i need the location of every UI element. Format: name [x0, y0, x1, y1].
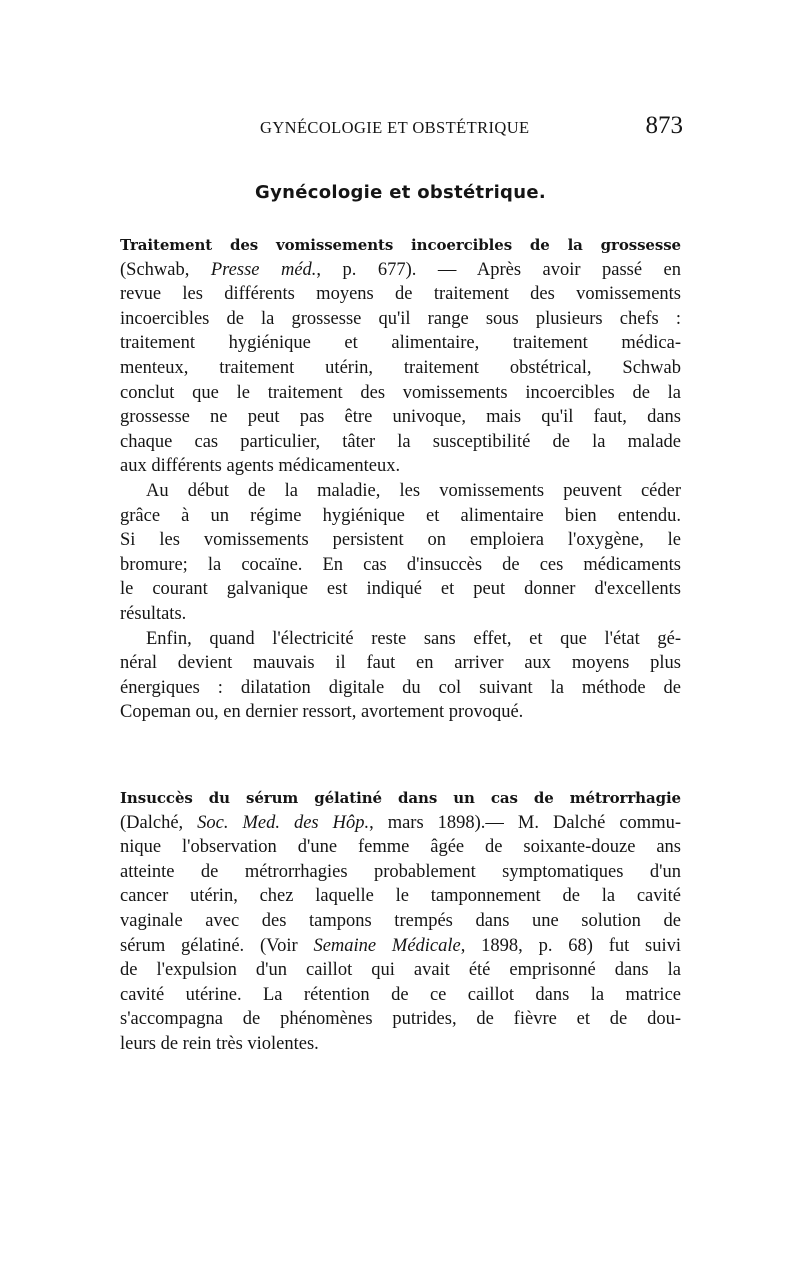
article-line: résultats.	[120, 603, 187, 624]
running-title: GYNÉCOLOGIE ET OBSTÉTRIQUE	[260, 118, 530, 137]
article-line: (Schwab, Presse méd., p. 677). — Après avoir passé en	[120, 259, 681, 280]
article-line: incoercibles de la grossesse qu'il range sous plusieurs chefs :	[120, 308, 681, 329]
article-line: Si les vomissements persistent on emploiera l'oxygène, le	[120, 530, 681, 551]
article-line: néral devient mauvais il faut en arriver aux moyens plus	[120, 653, 681, 674]
article-line: cavité utérine. La rétention de ce caillot dans la matrice	[120, 984, 681, 1005]
article-line: grâce à un régime hygiénique et alimentaire bien entendu.	[120, 505, 681, 526]
article-line: de l'expulsion d'un caillot qui avait été emprisonné dans la	[120, 960, 681, 981]
article-headline: Traitement des vomissements incoercibles de la grossesse	[120, 236, 681, 254]
article-line: grossesse ne peut pas être univoque, mais qu'il faut, dans	[120, 407, 681, 428]
article-line: Enfin, quand l'électricité reste sans effet, et que l'état gé-	[146, 628, 681, 649]
article-headline: Insuccès du sérum gélatiné dans un cas de métrorrhagie	[120, 789, 681, 807]
article-vomissements	[120, 233, 681, 725]
article-line: vaginale avec des tampons trempés dans une solution de	[120, 910, 681, 931]
article-line: sérum gélatiné. (Voir Semaine Médicale, 1898, p. 68) fut suivi	[120, 935, 682, 956]
article-line: atteinte de métrorrhagies probablement symptomatiques d'un	[120, 861, 681, 882]
article-serum-gelatine	[120, 786, 681, 1057]
article-line: aux différents agents médicamenteux.	[120, 456, 401, 477]
article-line: conclut que le traitement des vomissements incoercibles de la	[120, 382, 681, 403]
article-line: bromure; la cocaïne. En cas d'insuccès de ces médicaments	[120, 554, 681, 575]
running-head	[118, 114, 683, 144]
article-line: cancer utérin, chez laquelle le tamponnement de la cavité	[120, 886, 681, 907]
article-line: Au début de la maladie, les vomissements peuvent céder	[146, 480, 681, 501]
article-line: nique l'observation d'une femme âgée de soixante-douze ans	[120, 837, 681, 858]
article-line: Copeman ou, en dernier ressort, avortement provoqué.	[120, 702, 524, 723]
article-line: revue les différents moyens de traitement des vomissements	[120, 284, 681, 305]
article-line: chaque cas particulier, tâter la susceptibilité de la malade	[120, 431, 681, 452]
section-title: Gynécologie et obstétrique.	[255, 182, 546, 203]
article-line: (Dalché, Soc. Med. des Hôp., mars 1898).— M. Dalché commu-	[120, 812, 681, 833]
article-line: menteux, traitement utérin, traitement obstétrical, Schwab	[120, 357, 681, 378]
page-number: 873	[645, 112, 683, 139]
article-line: leurs de rein très violentes.	[120, 1033, 319, 1054]
article-line: s'accompagna de phénomènes putrides, de fièvre et de dou-	[120, 1009, 681, 1030]
article-line: traitement hygiénique et alimentaire, traitement médica-	[120, 333, 681, 354]
article-line: énergiques : dilatation digitale du col suivant la méthode de	[120, 677, 681, 698]
article-line: le courant galvanique est indiqué et peut donner d'excellents	[120, 579, 681, 600]
